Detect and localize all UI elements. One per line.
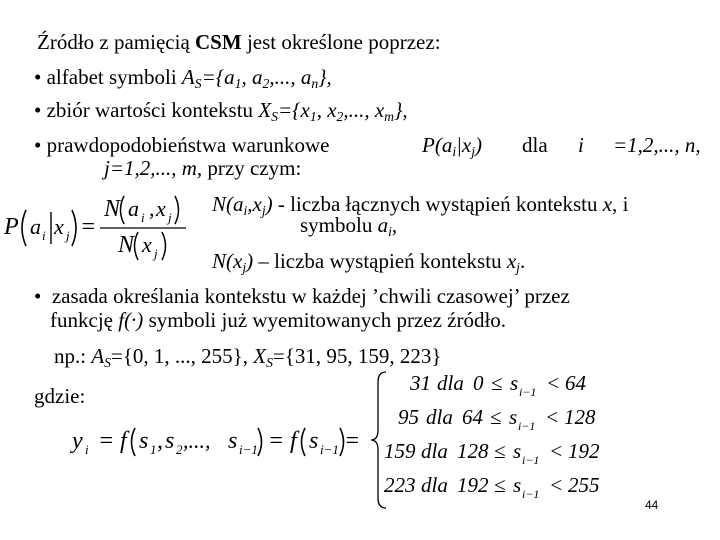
conditional-probability-formula bbox=[0, 188, 200, 268]
gdzie-label: gdzie: bbox=[34, 384, 86, 408]
svg-text:,...,: ,..., bbox=[183, 428, 211, 453]
svg-text:=: = bbox=[344, 428, 361, 454]
svg-text:≤: ≤ bbox=[494, 473, 506, 497]
svg-text:192: 192 bbox=[568, 439, 600, 463]
svg-text:<: < bbox=[549, 439, 564, 463]
svg-text:i−1: i−1 bbox=[522, 453, 540, 467]
svg-text:1: 1 bbox=[150, 442, 157, 457]
prob-j-range-line bbox=[104, 156, 301, 180]
svg-text:128: 128 bbox=[457, 439, 489, 463]
definition-joint-count-line2: symbolu $a_i$, bbox=[300, 213, 398, 240]
svg-text:0: 0 bbox=[473, 371, 484, 395]
heading-bold-csm: CSM bbox=[195, 30, 242, 54]
bullet-glyph: • bbox=[34, 65, 42, 89]
svg-text:s: s bbox=[139, 428, 149, 454]
svg-text:f: f bbox=[120, 428, 127, 454]
svg-text:i: i bbox=[85, 442, 89, 457]
svg-text:N: N bbox=[104, 196, 121, 222]
bullet-context-set bbox=[34, 98, 408, 125]
svg-text:dla: dla bbox=[437, 371, 464, 395]
case-row bbox=[384, 439, 600, 467]
svg-text:a: a bbox=[30, 214, 41, 239]
case-row bbox=[384, 473, 600, 501]
bullet-glyph: • bbox=[34, 284, 42, 308]
prob-dla: dla bbox=[522, 133, 548, 157]
svg-text:31: 31 bbox=[410, 371, 431, 395]
svg-text:a: a bbox=[128, 196, 139, 221]
svg-text:i−1: i−1 bbox=[519, 385, 537, 399]
bullet-alphabet bbox=[34, 65, 332, 92]
svg-text:255: 255 bbox=[568, 473, 600, 497]
svg-text:x: x bbox=[54, 214, 64, 239]
svg-text:95: 95 bbox=[398, 405, 419, 429]
definition-joint-count: $N(a_i,x_j)$ - liczba łącznych wystąpień kontekstu x, i bbox=[212, 192, 629, 219]
svg-text:223: 223 bbox=[384, 473, 416, 497]
bullet-context-rule bbox=[34, 284, 570, 308]
prob-i-label: i bbox=[578, 133, 584, 157]
svg-text:i−1: i−1 bbox=[522, 487, 540, 501]
case-row bbox=[409, 371, 587, 399]
example-line: np.: $A_S=\{0$, 1, ..., 255}, $X_S=\{31$, 95, 159, 223} bbox=[54, 344, 442, 371]
context-rule-line1: zasada określania kontekstu w każdej ’chwili czasowej’ przez bbox=[51, 284, 570, 308]
svg-text:dla: dla bbox=[421, 439, 448, 463]
svg-text:<: < bbox=[546, 371, 561, 395]
svg-text:dla: dla bbox=[421, 473, 448, 497]
svg-text:159: 159 bbox=[384, 439, 416, 463]
svg-text:<: < bbox=[549, 473, 564, 497]
svg-text:192: 192 bbox=[457, 473, 489, 497]
svg-text:i−1: i−1 bbox=[239, 442, 258, 457]
prob-j-range: j=1,2,..., m, bbox=[104, 156, 203, 180]
prob-expression: $P(a_i|x_j)$ bbox=[422, 133, 483, 160]
prob-i-range: =1,2,..., n, bbox=[613, 133, 701, 157]
svg-text:s: s bbox=[509, 405, 518, 429]
bullet-probabilities bbox=[34, 133, 329, 157]
svg-text:128: 128 bbox=[564, 405, 596, 429]
svg-text:s: s bbox=[228, 428, 238, 454]
svg-text:64: 64 bbox=[565, 371, 586, 395]
case-row bbox=[398, 405, 596, 433]
svg-text:64: 64 bbox=[462, 405, 483, 429]
svg-text:=: = bbox=[268, 428, 285, 454]
page-number: 44 bbox=[645, 498, 659, 512]
svg-text:s: s bbox=[513, 473, 522, 497]
bullet-glyph: • bbox=[34, 133, 42, 157]
prob-przy-czym: przy czym: bbox=[202, 156, 302, 180]
bullet-alphabet-text: alfabet symboli bbox=[46, 65, 182, 89]
svg-text:s: s bbox=[513, 439, 522, 463]
context-rule-line2: funkcję f(·) symboli już wyemitowanych przez źródło. bbox=[50, 308, 507, 332]
svg-text:=: = bbox=[98, 428, 115, 454]
context-set: $X_S=\{x_1$, $x_2$,..., $x_m$}, bbox=[258, 98, 408, 125]
heading-text-end: jest określone poprzez: bbox=[241, 30, 441, 54]
svg-text:N: N bbox=[118, 232, 135, 258]
svg-text:,: , bbox=[157, 428, 163, 454]
svg-text:,: , bbox=[149, 196, 155, 221]
svg-text:i−1: i−1 bbox=[518, 419, 536, 433]
svg-text:j: j bbox=[154, 246, 158, 261]
context-function-formula bbox=[68, 420, 378, 460]
svg-text:2: 2 bbox=[176, 442, 183, 457]
svg-text:j: j bbox=[66, 228, 70, 243]
svg-text:i: i bbox=[42, 228, 46, 243]
definition-context-count: $N(x_j)$ – liczba wystąpień kontekstu $x_j$. bbox=[212, 249, 526, 276]
cases-list bbox=[380, 368, 640, 508]
svg-text:x: x bbox=[142, 232, 152, 257]
svg-text:f: f bbox=[290, 428, 297, 454]
svg-text:x: x bbox=[156, 196, 166, 221]
svg-text:≤: ≤ bbox=[490, 405, 502, 429]
bullet-glyph: • bbox=[34, 98, 42, 122]
slide-heading bbox=[37, 30, 441, 54]
svg-text:i−1: i−1 bbox=[320, 442, 339, 457]
svg-text:dla: dla bbox=[426, 405, 453, 429]
svg-text:s: s bbox=[165, 428, 175, 454]
svg-text:i: i bbox=[141, 210, 145, 225]
svg-text:=: = bbox=[80, 214, 97, 240]
heading-text: Źródło z pamięcią bbox=[37, 30, 196, 54]
alphabet-set: $A_S=\{a_1$, $a_2$,..., $a_n$}, bbox=[181, 65, 332, 92]
svg-text:P: P bbox=[4, 214, 19, 240]
svg-text:<: < bbox=[545, 405, 560, 429]
svg-text:≤: ≤ bbox=[494, 439, 506, 463]
svg-text:y: y bbox=[72, 428, 83, 454]
svg-text:j: j bbox=[168, 210, 172, 225]
bullet-prob-text: prawdopodobieństwa warunkowe bbox=[46, 133, 330, 157]
bullet-context-text: zbiór wartości kontekstu bbox=[46, 98, 259, 122]
svg-text:≤: ≤ bbox=[491, 371, 503, 395]
svg-text:s: s bbox=[510, 371, 519, 395]
svg-text:s: s bbox=[309, 428, 319, 454]
